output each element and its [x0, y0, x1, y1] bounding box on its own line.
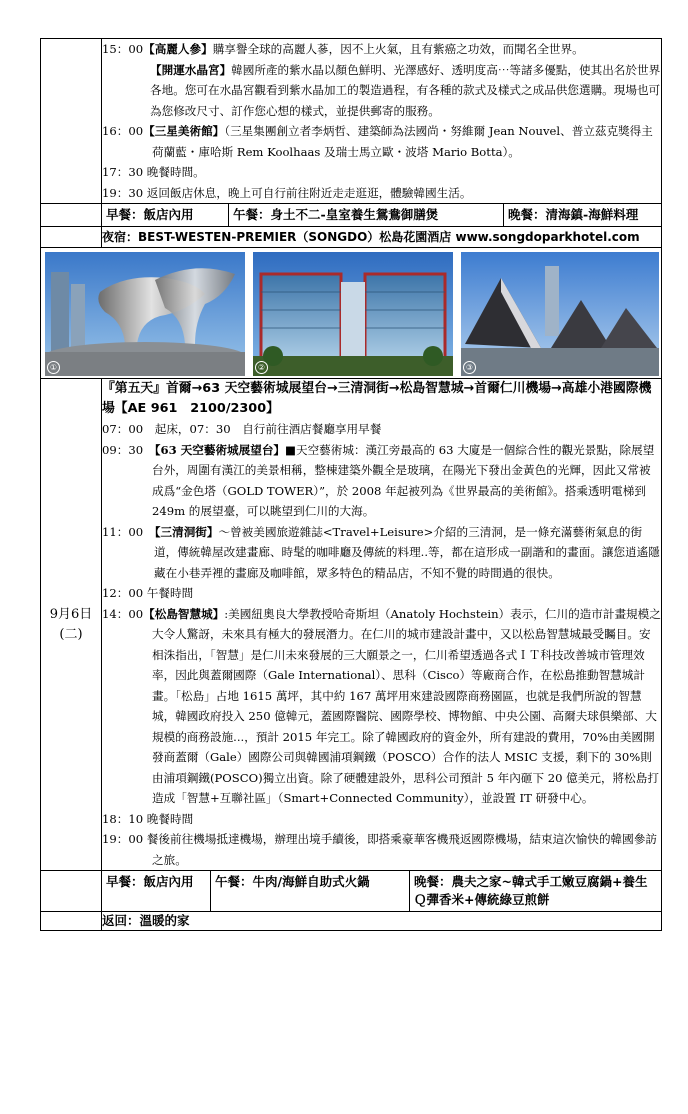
- schedule-item: 19：30 返回飯店休息，晚上可自行前往附近走走逛逛，體驗韓國生活。: [102, 185, 472, 200]
- day5-meals-row: [102, 871, 662, 912]
- schedule-item: 17：30 晚餐時間。: [102, 165, 205, 179]
- day5-date-cell: [41, 379, 102, 871]
- schedule-item: 【開運水晶宮】韓國所產的紫水晶以顏色鮮明、光澤感好、透明度高⋯等諸多優點，使其出名於世界各地。您可在水晶宮觀看到紫水晶加工的製造過程，有各種的款式及樣式之成品供您選購。現場也可為您修改尺寸、訂作您心想的樣式，並提供郵寄的服務。: [150, 62, 661, 118]
- itinerary-page: [40, 38, 662, 931]
- schedule-item: 15：00【高麗人參】購享譽全球的高麗人蔘，因不上火氣，且有紫癌之功效，而聞名全世界。: [102, 42, 584, 56]
- schedule-item: 14：00【松島智慧城】:美國紐奧良大學教授哈奇斯坦（Anatoly Hochstein）表示，仁川的造市計畫規模之大令人驚訝，未來具有極大的發展潛力。在仁川的城市建設計畫中，又以松島智慧城最受矚目。安相洙指出，「智慧」是仁川未來發展的三大願景之一，仁川希望透過各式ＩＴ科技改善城市管理效率，因此與蓋爾國際（Gale International）、思科（Cisco）等廠商合作，在松島推動智慧城計畫。「松島」占地 1615 萬坪，其中約 167 萬坪用來建設國際商務園區，也就是我們所說的智慧城，韓國政府投入 250 億韓元，蓋國際醫院、國際學校、博物館、中央公園、高爾夫球俱樂部、大規模的商務設施...，預計 2015 年完工。除了韓國政府的資金外，所有建設的費用，70%由美國開發商蓋爾（Gale）國際公司與韓國浦項鋼鐵（POSCO）合作的法人 MSIC 支援，剩下的 30%則由浦項鋼鐵(POSCO)獨立出資。除了硬體建設外，思科公司預計 5 年內砸下 20 億美元，將松島打造成「智慧+互聯社區」（Smart+Connected Community），並設置 IT 研發中心。: [102, 606, 661, 805]
- day5-title: 『第五天』首爾→63 天空藝術城展望台→三清洞街→松島智慧城→首爾仁川機場→高雄小港國際機場【AE 961 2100/2300】: [102, 381, 652, 416]
- dinner-label: 晚餐：清海鎮-海鮮料理: [503, 204, 661, 226]
- photo-number: ③: [463, 361, 476, 374]
- schedule-item: 18：10 晚餐時間: [102, 811, 194, 826]
- itinerary-table: [40, 38, 662, 931]
- schedule-item: 16：00【三星美術館】（三星集團創立者李炳哲、建築師為法國尚・努維爾 Jean Nouvel、普立茲克獎得主荷蘭藍・庫哈斯 Rem Koolhaas 及瑞士馬立歐・波塔 Mario Botta）。: [102, 124, 653, 159]
- return-line: 返回：溫暖的家: [102, 912, 662, 931]
- day4-date-cell: [41, 39, 102, 204]
- day5-schedule: [102, 379, 662, 871]
- photo-row: [41, 248, 662, 379]
- breakfast-label: 早餐：飯店內用: [106, 207, 194, 222]
- photo-glass-building: [253, 252, 453, 376]
- schedule-item: 09：30 【63 天空藝術城展望台】■天空藝術城：漢江旁最高的 63 大廈是一個綜合性的觀光景點，除展望台外，周圍有漢江的美景相稱，整棟建築外觀全是玻璃，在陽光下發出金黃色的光輝，因此又常被成爲“金色塔（GOLD TOWER）”，於 2008 年起被列為《世界最高的美術館》。搭乘透明電梯到 249m 的展望臺，可以眺望到仁川的大海。: [102, 442, 655, 518]
- photo-convention-center: [461, 252, 659, 376]
- schedule-item: 12：00 午餐時間: [102, 586, 194, 600]
- lunch-label: 午餐：身土不二-皇室養生鴛鴦御膳煲: [228, 204, 503, 226]
- lunch-label: 午餐：牛肉/海鮮自助式火鍋: [210, 871, 409, 911]
- photo-tri-bowl: [45, 252, 245, 376]
- schedule-item: 07：00 起床，07：30 自行前往酒店餐廳享用早餐: [102, 422, 382, 436]
- schedule-item: 11：00 【三清洞街】～曾被美國旅遊雜誌<Travel+Leisure>介紹的三清洞，是一條充滿藝術氣息的街道，傳統韓屋改建畫廊、時髦的咖啡廳及傳統的料理..等，都在這形成一副諧和的畫面。讓您逍遙隱藏在小巷弄裡的畫廊及咖啡館，眾多特色的精品店，不知不覺的時間過的很快。: [102, 524, 660, 580]
- day4-schedule: [102, 39, 662, 204]
- dinner-label: 晚餐：農夫之家~韓式手工嫩豆腐鍋+養生Ｑ彈香米+傳統綠豆煎餅: [409, 871, 661, 911]
- day5-weekday: (二): [59, 626, 83, 642]
- breakfast-label: 早餐：飯店內用: [106, 874, 194, 889]
- day4-meals-row: [102, 204, 662, 227]
- hotel-line: 夜宿：BEST-WESTEN-PREMIER（SONGDO）松島花園酒店 www.songdoparkhotel.com: [102, 227, 662, 248]
- photo-number: ①: [47, 361, 60, 374]
- photo-number: ②: [255, 361, 268, 374]
- schedule-item: 19：00 餐後前往機場抵達機場，辦理出境手續後，即搭乘豪華客機飛返國際機場，結束這次愉快的韓國參訪之旅。: [102, 832, 657, 867]
- day5-date: 9月6日: [49, 606, 93, 622]
